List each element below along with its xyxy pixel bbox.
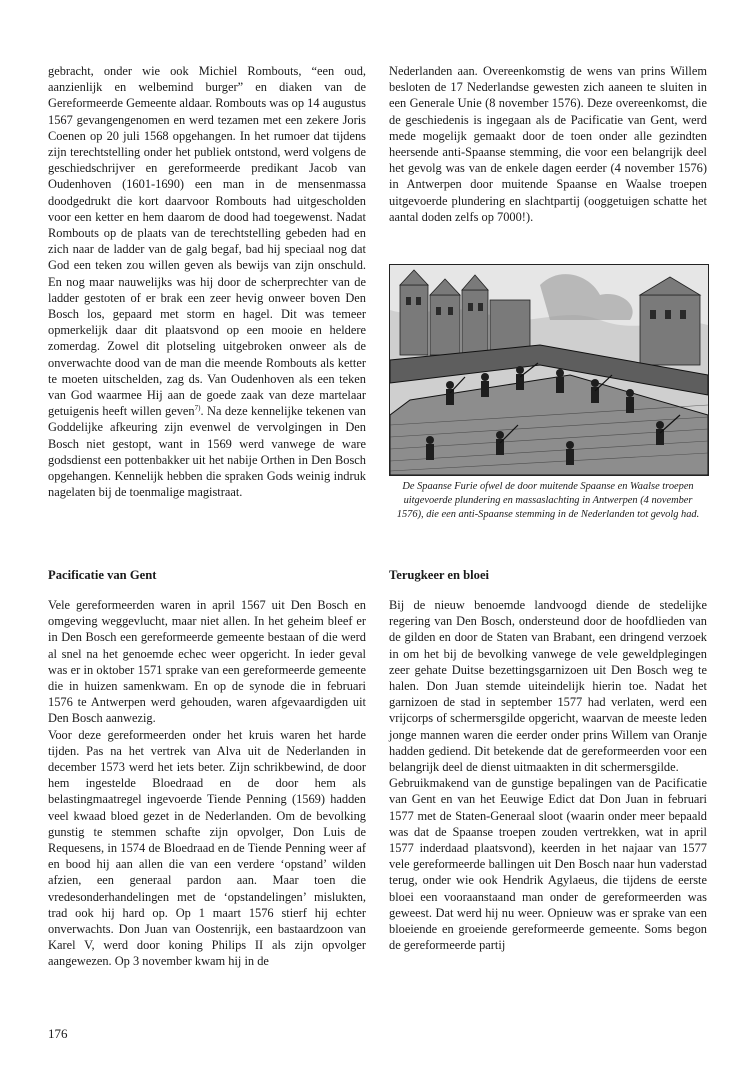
body-paragraph: Bij de nieuw benoemde landvoogd diende de stedelijke regering van Den Bosch, ondersteund door de hoofdlieden van de gilden en door de Staten van Brabant, een dringend verzoek in om het bij de bevolking vanwege de vele geweldplegingen zeer gehate Duitse bezettingsgarnizoen uit Den Bosch weg te halen. Don Juan stemde uiteindelijk hierin toe. Nadat het garnizoen de stad in september 1577 had verlaten, werd een vrijcorps of schermersgilde opgericht, waarvan de meeste leden jonge mannen waren die eerder onder prins Willem van Oranje hadden gediend. Dit betekende dat de gereformeerden voor een belangrijk deel de dienst uitmaakten in dit schermersgilde. xyxy=(389,598,707,775)
body-paragraph xyxy=(48,63,366,500)
page-number: 176 xyxy=(48,1026,68,1041)
right-bottom-column xyxy=(389,597,707,953)
body-paragraph: Gebruikmakend van de gunstige bepalingen van de Pacificatie van Gent en van het Eeuwige Edict dat Don Juan in februari 1577 met de Staten-Generaal sloot (waarin onder meer bepaald was dat de Spaanse troepen zouden vertrekken, wat in april 1577 inderdaad plaatsvond), keerden in het najaar van 1577 vele gereformeerde ballingen uit Den Bosch naar hun vaderstad terug, onder wie ook Hendrik Agylaeus, die tijdens de eerste bloei een vooraanstaand man onder de gereformeerden was geweest. Dat werd hij nu weer. Opnieuw was er sprake van een bloeiende en groeiende gereformeerde gemeente. Soms begon de gereformeerde partij xyxy=(389,776,707,953)
body-paragraph: Nederlanden aan. Overeenkomstig de wens van prins Willem besloten de 17 Nederlandse gewesten zich aaneen te sluiten in een Generale Unie (8 november 1576). Deze overeenkomst, die de geschiedenis is ingegaan als de Pacificatie van Gent, werd mede mogelijk gemaakt door de toen onder alle gezindten heersende anti-Spaanse stemming, die voor een belangrijk deel het gevolg was van de enkele dagen eerder (4 november 1576) in Antwerpen door muitende Spaanse en Waalse troepen uitgevoerde plundering en slachtpartij (ooggetuigen schatte het aantal doden zelfs op 7000!). xyxy=(389,64,707,224)
spaanse-furie-illustration xyxy=(389,264,709,476)
figure-caption: De Spaanse Furie ofwel de door muitende Spaanse en Waalse troepen uitgevoerde plundering en massaslachting in Antwerpen (4 november 1576), die een anti-Spaanse stemming in de Nederlanden tot gevolg had. xyxy=(396,481,700,520)
paragraph-text: gebracht, onder wie ook Michiel Rombouts, “een oud, aanzienlijk en welbemind burger” en diaken van de Gereformeerde Gemeente aldaar. Rombouts was op 14 augustus 1567 gevangengenomen en werd tezamen met een zekere Joris Coenen op 20 juli 1568 opgehangen. In het rumoer dat tijdens zijn terechtstelling onder het publiek ontstond, werd volgens de geschiedschrijver en gereformeerde predikant Jacob van Oudenhoven (1601-1690) een man in de mensenmassa doodgedrukt die kort daarvoor Rombouts had uitgescholden voor een ketter en hem daarom de dood had toegewenst. Nadat Rombouts op de plaats van de terechtstelling gebeden had en zich naar de ladder van de galg begaf, bad hij speciaal nog dat God een teken zou willen geven als bewijs van zijn onschuld. En nog maar nauwelijks was hij door de scherprechter van de ladder gestoten of er brak een zeer hevig onweer boven Den Bosch los, gepaard met storm en hagel. Dit was temeer opmerkelijk daar dit plaatsvond op een mooie en heldere zomerdag. Zowel dit plotseling uitgebroken onweer als de onverwachte dood van de man die meende Rombouts als ketter te moeten uitschelden, zag ds. Van Oudenhoven als een teken van God waarmee Hij aan de goede zaak van deze martelaar getuigenis heeft willen geven xyxy=(48,64,366,419)
left-bottom-column xyxy=(48,597,366,970)
section-heading-terugkeer: Terugkeer en bloei xyxy=(389,568,490,582)
right-top-column xyxy=(389,63,707,225)
paragraph-text-tail: . Na deze kennelijke tekenen van Goddelijke afkeuring zijn evenwel de vervolgingen in Den Bosch niet gestopt, want in 1569 werd vanwege de ware godsdienst een pottenbakker uit het nabije Orthen in Den Bosch opgehangen. Kennelijk hebben die spraken Gods weinig indruk nagelaten bij de toenmalige magistraat. xyxy=(48,404,366,500)
footnote-reference[interactable]: 7) xyxy=(194,404,201,413)
body-paragraph: Vele gereformeerden waren in april 1567 uit Den Bosch en omgeving weggevlucht, maar niet allen. In het geheim bleef er in Den Bosch een gereformeerde gemeente bestaan of die werd al snel na het genoemde echec weer opgericht. In ieder geval was er in oktober 1571 sprake van een gereformeerde gemeente die in huizen samenkwam. En op de synode die in februari 1576 te Antwerpen werd gehouden, waren afgevaardigden uit Den Bosch aanwezig. xyxy=(48,598,366,726)
body-paragraph: Voor deze gereformeerden onder het kruis waren het harde tijden. Pas na het vertrek van Alva uit de Nederlanden in december 1573 werd het iets beter. Zijn schrikbewind, de door hem ingestelde Bloedraad en de door hem als belastingmaatregel ingevoerde Tiende Penning (1569) hadden veel kwaad bloed gezet in de Nederlanden. Om de bevolking gunstig te stemmen schafte zijn opvolger, Don Luis de Requesens, in 1574 de Bloedraad en de Tiende Penning weer af en bood hij aan allen die van een verdere ‘opstand’ wilden afzien, een generaal pardon aan. Maar toen die vredesonderhandelingen met de ‘opstandelingen’ mislukten, trad ook hij hard op. Op 1 maart 1576 stierf hij echter onverwachts. Don Juan van Oostenrijk, een bastaardzoon van Karel V, werd door koning Philips II als zijn opvolger aangewezen. Op 3 november kwam hij in de xyxy=(48,727,366,969)
engraving-image xyxy=(390,265,708,475)
left-top-column xyxy=(48,63,366,500)
section-heading-pacificatie: Pacificatie van Gent xyxy=(48,568,157,582)
